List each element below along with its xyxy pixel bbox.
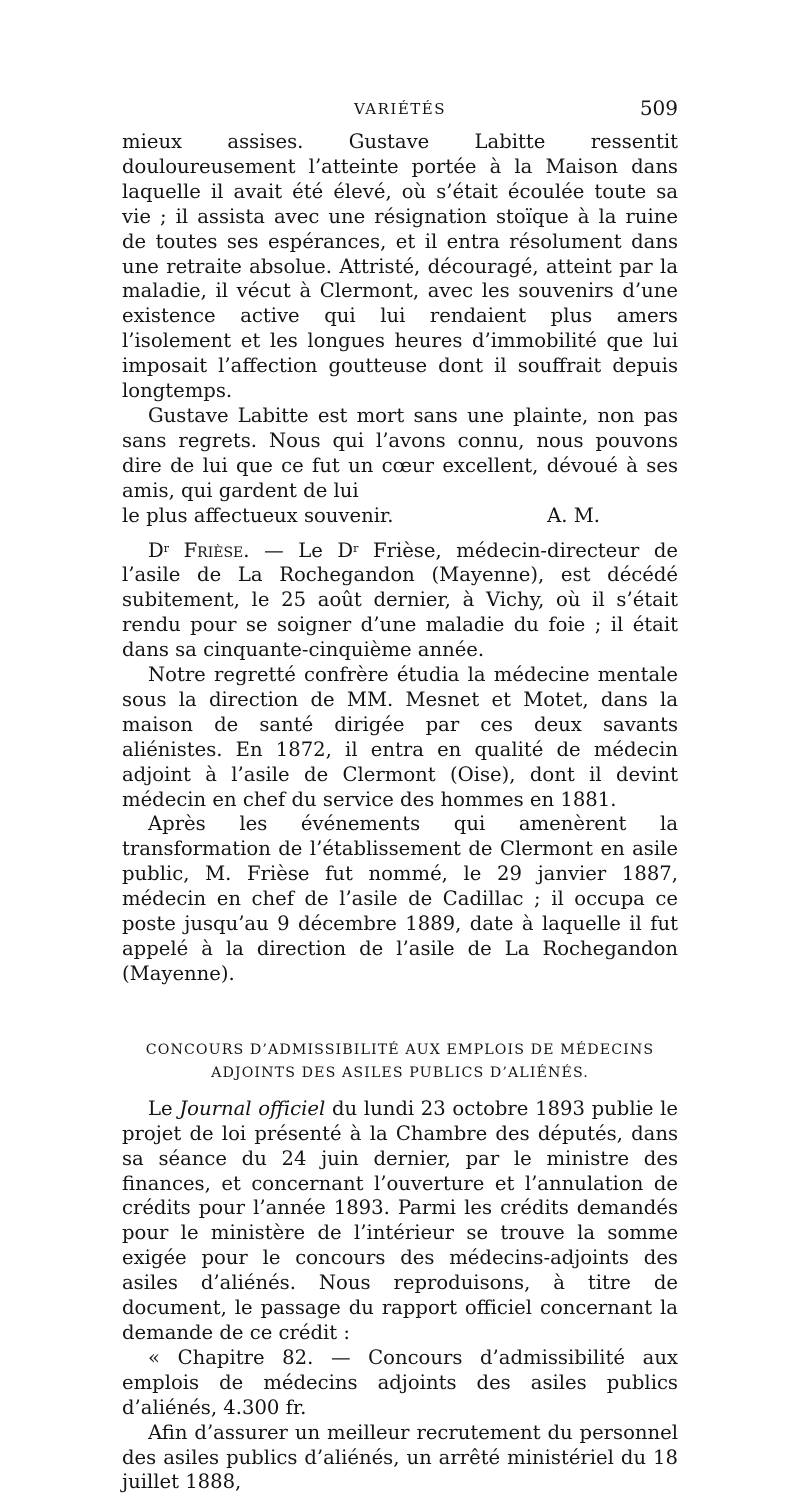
- concours-text-rest: du lundi 23 octobre 1893 publie le projet de loi présenté à la Chambre des députés, dans sa séance du 24 juin dernier, par le ministre des finances, et concernant l’ouverture et l’annulation de crédits pour l’année 1893. Parmi les crédits demandés pour le ministère de l’intérieur se trouve la somme exigée pour le concours des médecins-adjoints des asiles d’aliénés. Nous reproduisons, à titre de document, le passage du rapport officiel concernant la demande de ce crédit :: [122, 1096, 679, 1344]
- page-number: 509: [639, 96, 678, 120]
- journal-title: Journal officiel: [179, 1096, 326, 1120]
- running-title: VARIÉTÉS: [353, 100, 447, 118]
- concours-text-start: Le: [148, 1096, 180, 1120]
- section-heading: [122, 1039, 678, 1085]
- labitte-paragraph-2: Gustave Labitte est mort sans une plainte, non pas sans regrets. Nous qui l’avons connu, nous pouvons dire de lui que ce fut un cœur excellent, dévoué à ses amis, qui gardent de lui: [122, 403, 678, 502]
- page: [122, 96, 679, 1494]
- labitte-paragraph-1: mieux assises. Gustave Labitte ressentit douloureusement l’atteinte portée à la Maison dans laquelle il avait été élevé, où s’était écoulée toute sa vie ; il assista avec une résignation stoïque à la ruine de toutes ses espérances, et il entra résolument dans une retraite absolue. Attristé, découragé, atteint par la maladie, il vécut à Clermont, avec les souvenirs d’une existence active qui lui rendaient plus amers l’isolement et les longues heures d’immobilité que lui imposait l’affection goutteuse dont il souffrait depuis longtemps.: [122, 130, 678, 403]
- labitte-last-line: le plus affectueux souvenir.: [122, 503, 394, 527]
- obituary-heading-title-sup: r: [163, 541, 169, 555]
- concours-paragraph-1: [122, 1097, 678, 1346]
- friese-lead-text-1: — Le D: [249, 538, 354, 562]
- obituary-heading-title: D: [148, 538, 164, 562]
- friese-lead-sup: r: [353, 541, 359, 555]
- friese-paragraph-3: Après les événements qui amenèrent la transformation de l’établissement de Clermont en asile public, M. Frièse fut nommé, le 29 janvier 1887, médecin en chef de l’asile de Cadillac ; il occupa ce poste jusqu’au 9 décembre 1889, date à laquelle il fut appelé à la direction de l’asile de La Rochegandon (Mayenne).: [122, 812, 678, 985]
- section-heading-line-2: ADJOINTS DES ASILES PUBLICS D’ALIÉNÉS.: [211, 1064, 589, 1081]
- friese-lead-text-2: Frièse, médecin-directeur de l’asile de La Rochegandon (Mayenne), est décédé subitement, le 25 août dernier, à Vichy, où il s’était rendu pour se soigner d’une maladie du foie ; il était dans sa cinquante-cinquième année.: [122, 538, 678, 662]
- section-heading-line-1: CONCOURS D’ADMISSIBILITÉ AUX EMPLOIS DE MÉDECINS: [145, 1041, 655, 1058]
- concours-paragraph-3: Afin d’assurer un meilleur recrutement du personnel des asiles publics d’aliénés, un arrêté ministériel du 18 juillet 1888,: [122, 1420, 678, 1494]
- running-head: [122, 96, 678, 130]
- concours-quote: « Chapitre 82. — Concours d’admissibilité aux emplois de médecins adjoints des asiles publics d’aliénés, 4.300 fr.: [122, 1345, 678, 1419]
- labitte-closing-line: [122, 504, 678, 529]
- obituary-heading-name: Frièse.: [183, 538, 250, 562]
- author-signature: A. M.: [547, 503, 600, 527]
- friese-paragraph-2: Notre regretté confrère étudia la médecine mentale sous la direction de MM. Mesnet et Motet, dans la maison de santé dirigée par ces deux savants aliénistes. En 1872, il entra en qualité de médecin adjoint à l’asile de Clermont (Oise), dont il devint médecin en chef du service des hommes en 1881.: [122, 663, 678, 811]
- friese-paragraph-1: [122, 539, 678, 664]
